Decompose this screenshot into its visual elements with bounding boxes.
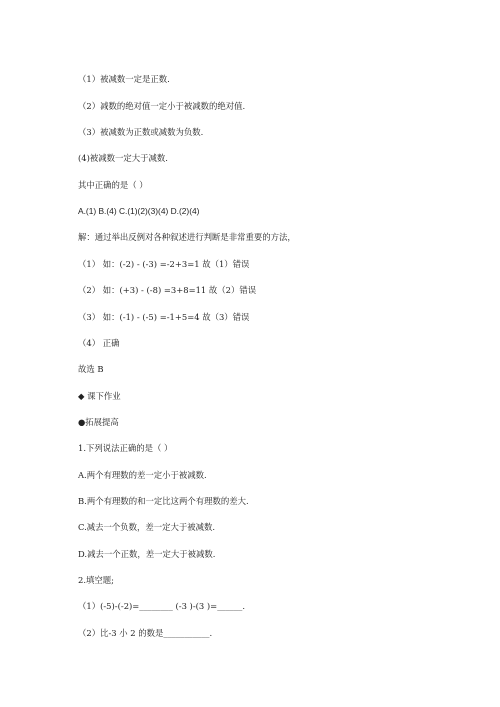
solution-step-3: （3） 如：(-1) - (-5) =-1+5=4 故（3）错误 — [78, 312, 250, 322]
solution-step-1: （1） 如：(-2) - (-3) =-2+3=1 故（1）错误 — [78, 259, 250, 269]
statement-2: （2）减数的绝对值一定小于被减数的绝对值. — [78, 101, 246, 111]
section-extension: ●拓展提高 — [78, 417, 119, 427]
answer-options: A.(1) B.(4) C.(1)(2)(3)(4) D.(2)(4) — [78, 206, 200, 216]
exercise-1-prompt: 1.下列说法正确的是（ ） — [78, 443, 173, 453]
statement-1: （1）被减数一定是正数. — [78, 74, 170, 84]
solution-step-2: （2） 如：(+3) - (-8) =3+8=11 故（2）错误 — [78, 285, 257, 295]
solution-intro: 解：通过举出反例对各种叙述进行判断是非常重要的方法， — [78, 232, 296, 242]
statement-3: （3）被减数为正数或减数为负数. — [78, 127, 204, 137]
final-answer: 故选 B — [78, 364, 104, 374]
question-prompt: 其中正确的是（ ） — [78, 180, 148, 190]
section-homework: ◆ 课下作业 — [78, 391, 121, 401]
solution-step-4: （4） 正确 — [78, 338, 120, 348]
exercise-1-option-c: C.减去一个负数，差一定大于被减数. — [78, 522, 216, 532]
exercise-1-option-d: D.减去一个正数，差一定大于被减数. — [78, 549, 216, 559]
exercise-1-option-b: B.两个有理数的和一定比这两个有理数的差大. — [78, 496, 249, 506]
exercise-2-title: 2.填空题; — [78, 575, 114, 585]
statement-4: (4)被减数一定大于减数. — [78, 153, 168, 163]
exercise-2-item-1: （1）(-5)-(-2)=________ (-3 )-(3 )=______. — [78, 601, 245, 611]
exercise-2-item-2: （2）比-3 小 2 的数是___________. — [78, 628, 213, 638]
exercise-1-option-a: A.两个有理数的差一定小于被减数. — [78, 470, 207, 480]
